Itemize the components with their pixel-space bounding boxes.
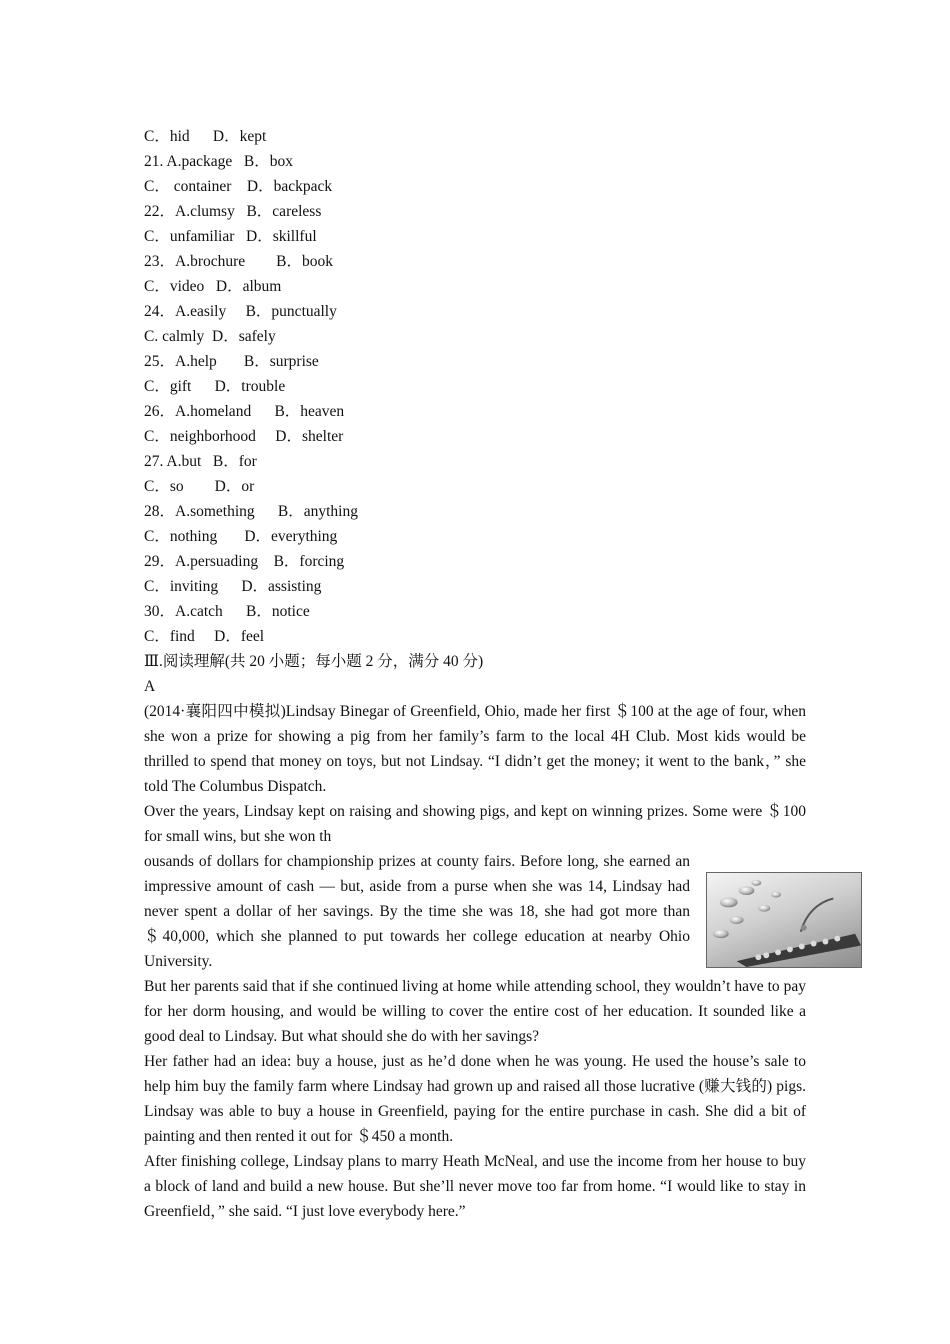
answer-option-line: C．unfamiliar D．skillful <box>144 228 317 245</box>
answer-option-line: C．nothing D．everything <box>144 528 338 545</box>
answer-option-line: 24．A.easily B．punctually <box>144 303 337 320</box>
answer-option-line: C．hid D．kept <box>144 128 267 145</box>
answer-option-line: C．find D．feel <box>144 628 265 645</box>
paragraph-4: Her father had an idea: buy a house, just as he’d done when he was young. He used the house’s sale to help him buy the family farm where Lindsay had grown up and raised all those lucrative (赚大钱的) pigs. Lindsay was able to buy a house in Greenfield, paying for the entire purchase in cash. She did a bit of painting and then rented it out for ＄450 a month. <box>144 1053 806 1145</box>
passage-label: A <box>144 678 156 695</box>
answer-option-line: 22．A.clumsy B．careless <box>144 203 322 220</box>
section-heading: Ⅲ.阅读理解(共 20 小题；每小题 2 分，满分 40 分) <box>144 653 484 670</box>
coins-abacus-image <box>706 872 862 968</box>
answer-option-line: C．neighborhood D．shelter <box>144 428 344 445</box>
answer-option-line: 26．A.homeland B．heaven <box>144 403 345 420</box>
paragraph-1: (2014·襄阳四中模拟)Lindsay Binegar of Greenfield, Ohio, made her first ＄100 at the age of four, when she won a prize for showing a pig from her family’s farm to the local 4H Club. Most kids would be thrilled to spend that money on toys, but not Lindsay. “I didn’t get the money; it went to the bank，” she told The Columbus Dispatch. <box>144 703 806 795</box>
answer-options-list <box>144 124 806 649</box>
document-page <box>144 124 806 1224</box>
answer-option-line: 25．A.help B．surprise <box>144 353 319 370</box>
paragraph-2: Over the years, Lindsay kept on raising and showing pigs, and kept on winning prizes. Some were ＄100 for small wins, but she won th <box>144 803 806 845</box>
paragraph-5: After finishing college, Lindsay plans to marry Heath McNeal, and use the income from her house to buy a block of land and build a new house. But she’ll never move too far from home. “I would like to stay in Greenfield，” she said. “I just love everybody here.” <box>144 1153 806 1220</box>
paragraph-3: But her parents said that if she continued living at home while attending school, they wouldn’t have to pay for her dorm housing, and would be willing to cover the entire cost of her education. It sounded like a good deal to Lindsay. But what should she do with her savings? <box>144 978 806 1045</box>
answer-option-line: 29．A.persuading B．forcing <box>144 553 345 570</box>
answer-option-line: C．inviting D．assisting <box>144 578 322 595</box>
answer-option-line: 21. A.package B．box <box>144 153 293 170</box>
paragraph-2-wrap-block <box>144 849 806 974</box>
answer-option-line: C． container D．backpack <box>144 178 333 195</box>
answer-option-line: C. calmly D．safely <box>144 328 276 345</box>
answer-option-line: 23．A.brochure B．book <box>144 253 333 270</box>
coins-abacus-illustration <box>707 873 861 967</box>
paragraph-2-continued: ousands of dollars for championship prizes at county fairs. Before long, she earned an impressive amount of cash — but, aside from a purse when she was 14, Lindsay had never spent a dollar of her savings. By the time she was 18, she had got more than ＄40,000, which she planned to put towards her college education at nearby Ohio University. <box>144 853 690 970</box>
answer-option-line: 30．A.catch B．notice <box>144 603 310 620</box>
answer-option-line: C．so D．or <box>144 478 255 495</box>
answer-option-line: C．gift D．trouble <box>144 378 286 395</box>
answer-option-line: 28．A.something B．anything <box>144 503 358 520</box>
answer-option-line: 27. A.but B．for <box>144 453 257 470</box>
answer-option-line: C．video D．album <box>144 278 282 295</box>
